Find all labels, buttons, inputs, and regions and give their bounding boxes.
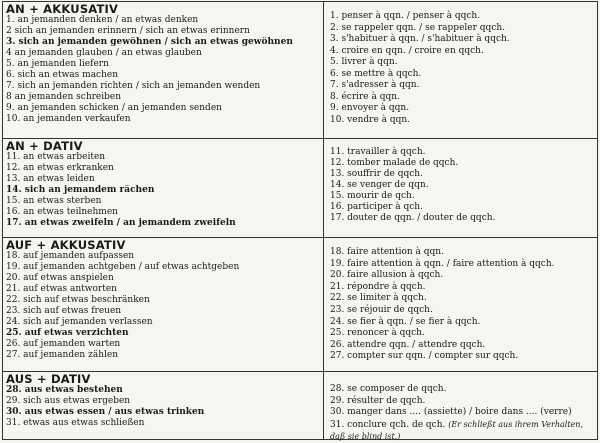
french-entry-text: 4. croire en qqn. / croire en qqch. (330, 45, 484, 56)
french-entry-text: 31. conclure qch. de qch. (330, 419, 446, 430)
german-entry: 23. sich auf etwas freuen (6, 306, 122, 316)
german-entry: 5. an jemanden liefern (6, 59, 109, 69)
french-entry (330, 293, 427, 304)
german-entry: 15. an etwas sterben (6, 196, 102, 206)
french-entry-text: 24. se fier à qqn. / se fier à qqch. (330, 316, 481, 327)
german-entry: 17. an etwas zweifeln / an jemandem zweifeln (6, 218, 236, 228)
french-entry (330, 34, 510, 45)
german-entry: 10. an jemanden verkaufen (6, 114, 131, 124)
german-entry: 9. an jemanden schicken / an jemanden senden (6, 103, 222, 113)
german-entry: 13. an etwas leiden (6, 174, 95, 184)
german-entry: 1. an jemanden denken / an etwas denken (6, 15, 199, 25)
french-entry (330, 23, 505, 34)
section (3, 2, 597, 138)
german-entry: 11. an etwas arbeiten (6, 152, 106, 162)
german-entry: 20. auf etwas anspielen (6, 273, 114, 283)
french-entry (330, 57, 398, 68)
french-entry-text: 25. renoncer à qqch. (330, 328, 425, 339)
french-entry-text: 17. douter de qqn. / douter de qqch. (330, 213, 496, 223)
french-entry-text: 26. attendre qqn. / attendre qqch. (330, 339, 486, 350)
french-entry-text: 15. mourir de qch. (330, 191, 415, 201)
german-column (3, 372, 324, 429)
german-column (3, 2, 324, 125)
german-entry: 29. sich aus etwas ergeben (6, 396, 131, 406)
german-entry: 24. sich auf jemanden verlassen (6, 317, 153, 327)
french-entry (330, 351, 518, 362)
german-entry: 28. aus etwas bestehen (6, 385, 123, 395)
german-entry: 30. aus etwas essen / aus etwas trinken (6, 407, 205, 417)
french-entry-text: 12. tomber malade de qqch. (330, 158, 459, 168)
french-entry (330, 340, 485, 351)
german-entry: 14. sich an jemandem rächen (6, 185, 155, 195)
french-entry (330, 147, 425, 158)
french-entry (330, 419, 592, 443)
german-entry: 21. auf etwas antworten (6, 284, 117, 294)
french-entry (330, 69, 421, 80)
german-entry: 7. sich an jemanden richten / sich an jemanden wenden (6, 81, 261, 91)
french-entry (330, 80, 419, 91)
french-entry-text: 16. participer à qch. (330, 202, 423, 212)
french-entry (330, 103, 409, 114)
french-entry-text: 21. répondre à qqch. (330, 281, 426, 292)
french-entry-text: 7. s'adresser à qqn. (330, 80, 420, 90)
german-entry: 25. auf etwas verzichten (6, 328, 129, 338)
german-entry: 22. sich auf etwas beschränken (6, 295, 150, 305)
french-entry (330, 396, 425, 407)
french-entry-text: 30. manger dans .... (assiette) / boire dans .... (verre) (330, 407, 572, 417)
example-note: (Er schließt aus ihrem Verhalten, daß sie blind ist.) (330, 419, 583, 441)
german-entry: 3. sich an jemanden gewöhnen / sich an etwas gewöhnen (6, 37, 293, 47)
section-heading: AN + AKKUSATIV (6, 2, 119, 16)
french-entry (330, 270, 443, 281)
german-entry: 2 sich an jemanden erinnern / sich an etwas erinnern (6, 26, 250, 36)
french-entry (330, 213, 495, 224)
french-entry (330, 11, 480, 22)
german-entry: 19. auf jemanden achtgeben / auf etwas achtgeben (6, 262, 240, 272)
french-entry (330, 191, 415, 202)
french-entry (330, 305, 433, 316)
french-entry-text: 10. vendre à qqn. (330, 114, 411, 125)
french-entry-text: 22. se limiter à qqch. (330, 293, 427, 304)
french-entry (330, 169, 423, 180)
french-entry-text: 20. faire allusion à qqch. (330, 270, 444, 281)
french-entry (330, 46, 484, 57)
french-entry (330, 92, 400, 103)
french-column (323, 139, 598, 238)
section (3, 371, 597, 440)
french-entry (330, 317, 480, 328)
french-entry (330, 328, 425, 339)
french-entry-text: 2. se rappeler qqn. / se rappeler qqch. (330, 22, 505, 33)
french-entry-text: 5. livrer à qqn. (330, 57, 398, 67)
french-column (323, 238, 598, 372)
german-column (3, 238, 324, 361)
german-entry: 6. sich an etwas machen (6, 70, 119, 80)
french-entry-text: 29. résulter de qqch. (330, 395, 426, 406)
section-heading: AN + DATIV (6, 139, 83, 153)
french-entry-text: 8. écrire à qqn. (330, 91, 400, 102)
german-entry: 26. auf jemanden warten (6, 339, 121, 349)
french-column (323, 2, 598, 138)
german-entry: 8 an jemanden schreiben (6, 92, 122, 102)
french-entry (330, 407, 572, 418)
french-entry-text: 11. travailler à qqch. (330, 147, 426, 157)
german-entry: 12. an etwas erkranken (6, 163, 114, 173)
french-entry-text: 1. penser à qqn. / penser à qqch. (330, 11, 481, 21)
french-entry-text: 6. se mettre à qqch. (330, 68, 422, 79)
french-entry (330, 259, 555, 270)
french-column (323, 372, 598, 440)
french-entry-text: 13. souffrir de qqch. (330, 169, 423, 179)
german-column (3, 139, 324, 229)
german-entry: 16. an etwas teilnehmen (6, 207, 118, 217)
section (3, 138, 597, 238)
preposition-table (2, 1, 598, 440)
german-entry: 31. etwas aus etwas schließen (6, 418, 145, 428)
french-entry (330, 115, 410, 126)
french-entry-text: 9. envoyer à qqn. (330, 103, 410, 113)
german-entry: 27. auf jemanden zählen (6, 350, 118, 360)
french-entry-text: 18. faire attention à qqn. (330, 247, 444, 257)
french-entry-text: 28. se composer de qqch. (330, 384, 447, 394)
french-entry (330, 158, 458, 169)
french-entry-text: 23. se réjouir de qqch. (330, 305, 433, 315)
french-entry (330, 384, 446, 395)
german-entry: 18. auf jemanden aufpassen (6, 251, 135, 261)
french-entry (330, 282, 425, 293)
french-entry-text: 3. s'habituer à qqn. / s'habituer à qqch. (330, 34, 510, 44)
french-entry-text: 19. faire attention à qqn. / faire attention à qqch. (330, 258, 555, 269)
section (3, 237, 597, 372)
french-entry (330, 202, 423, 213)
french-entry (330, 247, 444, 258)
french-entry-text: 14. se venger de qqn. (330, 180, 429, 190)
section-heading: AUS + DATIV (6, 372, 91, 386)
german-entry: 4 an jemanden glauben / an etwas glauben (6, 48, 202, 58)
french-entry (330, 180, 429, 191)
section-heading: AUF + AKKUSATIV (6, 238, 126, 252)
french-entry-text: 27. compter sur qqn. / compter sur qqch. (330, 351, 519, 362)
